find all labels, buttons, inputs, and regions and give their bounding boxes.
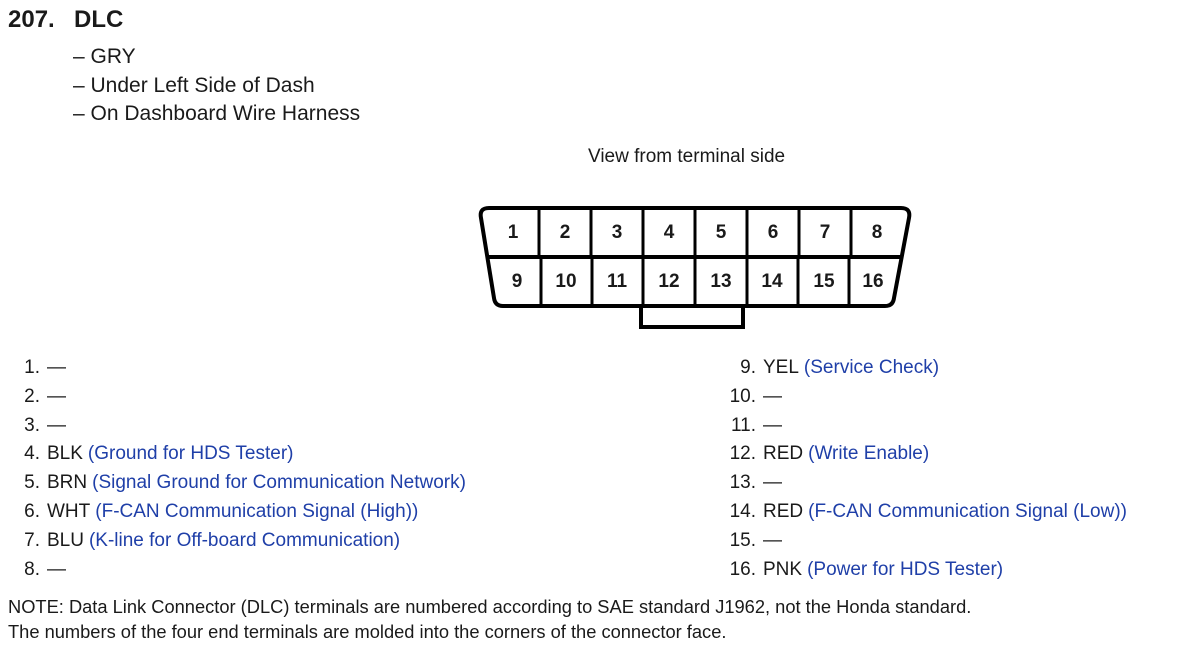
terminal-number: 5. <box>24 472 40 494</box>
terminal-number: 12. <box>729 443 756 465</box>
note-line-2: The numbers of the four end terminals are molded into the corners of the connector face. <box>8 621 727 642</box>
terminal-function: (Ground for HDS Tester) <box>87 443 294 465</box>
terminal-row <box>690 354 1127 383</box>
terminal-wire-color: RED <box>763 443 804 465</box>
pin-label: 1 <box>507 222 519 243</box>
terminal-wire-color: — <box>47 385 66 407</box>
terminal-wire-color: BLU <box>47 529 84 551</box>
terminal-number: 9. <box>740 357 756 378</box>
terminal-wire-color: WHT <box>47 500 91 522</box>
terminal-wire-color: BLK <box>47 443 83 465</box>
connector-color-detail: – GRY <box>73 45 136 68</box>
terminal-wire-color: YEL <box>763 357 799 378</box>
pin-label: 12 <box>658 271 680 292</box>
terminal-row <box>0 498 466 527</box>
terminal-wire-color: — <box>47 558 66 580</box>
terminal-number: 6. <box>24 500 40 522</box>
terminal-wire-color: — <box>763 472 782 494</box>
connector-name: DLC <box>74 6 124 33</box>
terminal-wire-color: BRN <box>47 472 88 494</box>
terminal-number: 13. <box>729 472 756 494</box>
terminal-function: (F-CAN Communication Signal (High)) <box>95 500 419 522</box>
terminal-number: 4. <box>24 443 40 465</box>
pin-label: 9 <box>511 271 523 292</box>
terminal-wire-color: RED <box>763 500 804 522</box>
terminal-row <box>0 440 466 469</box>
pin-label: 5 <box>715 222 727 243</box>
note <box>8 594 971 644</box>
terminal-row <box>690 527 1127 556</box>
terminal-number: 10. <box>729 385 756 407</box>
terminal-row <box>690 440 1127 469</box>
connector-number: 207. <box>8 6 55 33</box>
terminal-list-right <box>690 354 1127 584</box>
pin-label: 14 <box>761 271 783 292</box>
terminal-number: 7. <box>24 529 40 551</box>
terminal-row <box>0 556 466 585</box>
pin-label: 2 <box>559 222 571 243</box>
note-line-1: NOTE: Data Link Connector (DLC) terminals are numbered according to SAE standard J1962, not the Honda standard. <box>8 596 972 617</box>
pin-label: 7 <box>819 222 831 243</box>
terminal-function: (Write Enable) <box>808 443 930 465</box>
terminal-row <box>690 498 1127 527</box>
pin-label: 13 <box>710 271 732 292</box>
terminal-function: (Signal Ground for Communication Network) <box>92 472 466 494</box>
terminal-row <box>690 556 1127 585</box>
pin-label: 6 <box>767 222 779 243</box>
terminal-function: (K-line for Off-board Communication) <box>88 529 401 551</box>
pin-label: 15 <box>813 271 835 292</box>
pin-label: 4 <box>663 222 675 243</box>
terminal-wire-color: — <box>47 414 66 436</box>
terminal-wire-color: — <box>763 529 782 551</box>
terminal-function: (Service Check) <box>803 357 940 378</box>
terminal-number: 2. <box>24 385 40 407</box>
pin-label: 8 <box>871 222 883 243</box>
connector-location-detail: – Under Left Side of Dash <box>73 73 315 97</box>
terminal-number: 15. <box>729 529 756 551</box>
terminal-number: 1. <box>24 357 40 378</box>
terminal-wire-color: — <box>763 414 782 436</box>
terminal-list-left <box>0 354 466 584</box>
terminal-row <box>690 412 1127 441</box>
view-caption: View from terminal side <box>588 146 786 167</box>
terminal-number: 3. <box>24 414 40 436</box>
terminal-row <box>0 412 466 441</box>
terminal-number: 11. <box>730 414 756 436</box>
terminal-function: (Power for HDS Tester) <box>807 558 1004 580</box>
connector-key-tab <box>641 306 743 327</box>
terminal-wire-color: — <box>47 357 66 378</box>
terminal-row <box>0 354 466 383</box>
pin-label: 16 <box>862 271 884 292</box>
terminal-row <box>690 469 1127 498</box>
terminal-row <box>690 383 1127 412</box>
pin-label: 11 <box>606 271 628 292</box>
terminal-number: 16. <box>729 558 756 580</box>
pin-label: 3 <box>611 222 623 243</box>
terminal-wire-color: PNK <box>763 558 803 580</box>
terminal-row <box>0 383 466 412</box>
terminal-wire-color: — <box>763 385 782 407</box>
terminal-function: (F-CAN Communication Signal (Low)) <box>808 500 1127 522</box>
terminal-number: 8. <box>24 558 40 580</box>
terminal-number: 14. <box>729 500 756 522</box>
terminal-row <box>0 469 466 498</box>
pin-label: 10 <box>555 271 577 292</box>
terminal-row <box>0 527 466 556</box>
connector-harness-detail: – On Dashboard Wire Harness <box>73 102 361 125</box>
